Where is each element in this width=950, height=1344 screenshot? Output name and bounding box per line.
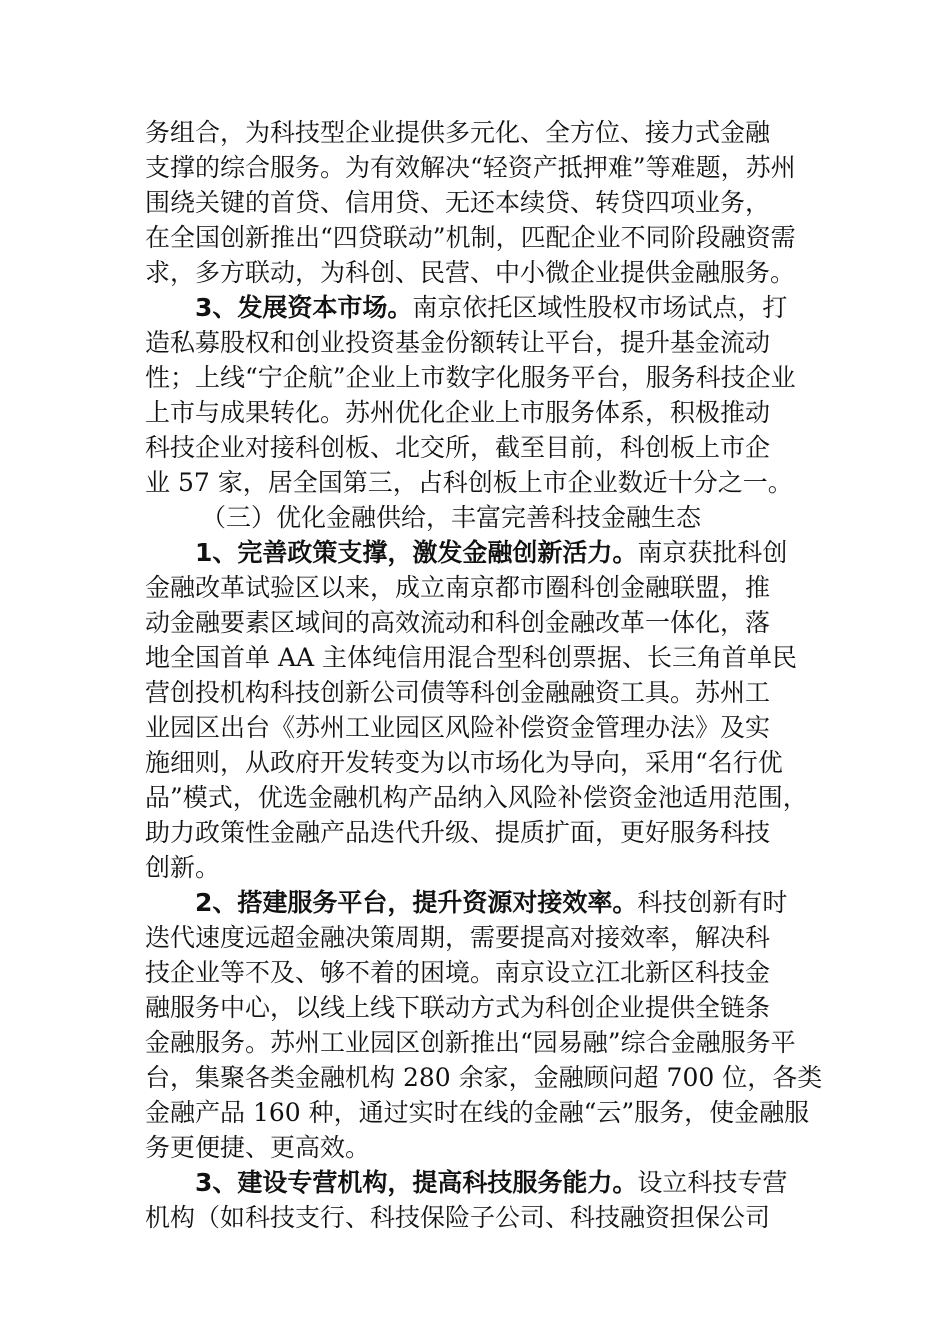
- paragraph-capital-market: [145, 290, 810, 500]
- text-line: 支撑的综合服务。为有效解决“轻资产抵押难”等难题，苏州: [145, 153, 796, 182]
- paragraph-specialized-institutions: [145, 1165, 810, 1235]
- paragraph-first-line: [145, 535, 810, 570]
- text-line: 科技企业对接科创板、北交所，截至目前，科创板上市企: [145, 433, 771, 462]
- paragraph-lead-heading: 3、建设专营机构，提高科技服务能力。: [195, 1168, 638, 1197]
- text-line: 助力政策性金融产品迭代升级、提质扩面，更好服务科技: [145, 818, 771, 847]
- text-fragment: 南京依托区域性股权市场试点，打: [412, 293, 788, 322]
- paragraph-first-line: [145, 885, 810, 920]
- text-line: 金融服务。苏州工业园区创新推出“园易融”综合金融服务平: [145, 1028, 796, 1057]
- text-line: 迭代速度远超金融决策周期，需要提高对接效率，解决科: [145, 923, 771, 952]
- text-line: 业园区出台《苏州工业园区风险补偿资金管理办法》及实: [145, 713, 771, 742]
- paragraph-service-platform: [145, 885, 823, 1165]
- text-fragment: 科技创新有时: [637, 888, 788, 917]
- text-line: 在全国创新推出“四贷联动”机制，匹配企业不同阶段融资需: [145, 223, 796, 252]
- paragraph-first-line: [145, 290, 810, 325]
- text-line: 金融改革试验区以来，成立南京都市圈科创金融联盟，推: [145, 573, 771, 602]
- text-line: 务组合，为科技型企业提供多元化、全方位、接力式金融: [145, 118, 771, 147]
- paragraph-lead-heading: 2、搭建服务平台，提升资源对接效率。: [195, 888, 638, 917]
- text-line: 台，集聚各类金融机构 280 余家，金融顾问超 700 位，各类: [145, 1063, 823, 1092]
- document-page: [145, 115, 823, 1235]
- text-line: 造私募股权和创业投资基金份额转让平台，提升基金流动: [145, 328, 771, 357]
- text-line: 创新。: [145, 853, 221, 882]
- text-line: 金融产品 160 种，通过实时在线的金融“云”服务，使金融服: [145, 1098, 810, 1127]
- text-line: 业 57 家，居全国第三，占科创板上市企业数近十分之一。: [145, 468, 793, 497]
- paragraph-policy-support: [145, 535, 810, 885]
- text-line: 融服务中心，以线上线下联动方式为科创企业提供全链条: [145, 993, 771, 1022]
- text-line: 品”模式，优选金融机构产品纳入风险补偿资金池适用范围，: [145, 783, 808, 812]
- paragraph-financial-services: [145, 115, 810, 290]
- paragraph-lead-heading: 3、发展资本市场。: [195, 293, 413, 322]
- text-fragment: 设立科技专营: [637, 1168, 788, 1197]
- text-line: 动金融要素区域间的高效流动和科创金融改革一体化，落: [145, 608, 771, 637]
- text-fragment: 南京获批科创: [637, 538, 788, 567]
- text-line: 营创投机构科技创新公司债等科创金融融资工具。苏州工: [145, 678, 771, 707]
- text-line: 地全国首单 AA 主体纯信用混合型科创票据、长三角首单民: [145, 643, 798, 672]
- text-line: 上市与成果转化。苏州优化企业上市服务体系，积极推动: [145, 398, 771, 427]
- text-line: 技企业等不及、够不着的困境。南京设立江北新区科技金: [145, 958, 771, 987]
- text-line: 性；上线“宁企航”企业上市数字化服务平台，服务科技企业: [145, 363, 796, 392]
- text-line: 机构（如科技支行、科技保险子公司、科技融资担保公司: [145, 1203, 771, 1232]
- paragraph-lead-heading: 1、完善政策支撑，激发金融创新活力。: [195, 538, 638, 567]
- text-line: 务更便捷、更高效。: [145, 1133, 371, 1162]
- text-line: 求，多方联动，为科创、民营、中小微企业提供金融服务。: [145, 258, 796, 287]
- text-line: 施细则，从政府开发转变为以市场化为导向，采用“名行优: [145, 748, 783, 777]
- section-heading-text: （三）优化金融供给，丰富完善科技金融生态: [201, 503, 702, 532]
- paragraph-first-line: [145, 1165, 810, 1200]
- text-line: 围绕关键的首贷、信用贷、无还本续贷、转贷四项业务，: [145, 188, 771, 217]
- section-heading: [145, 500, 810, 535]
